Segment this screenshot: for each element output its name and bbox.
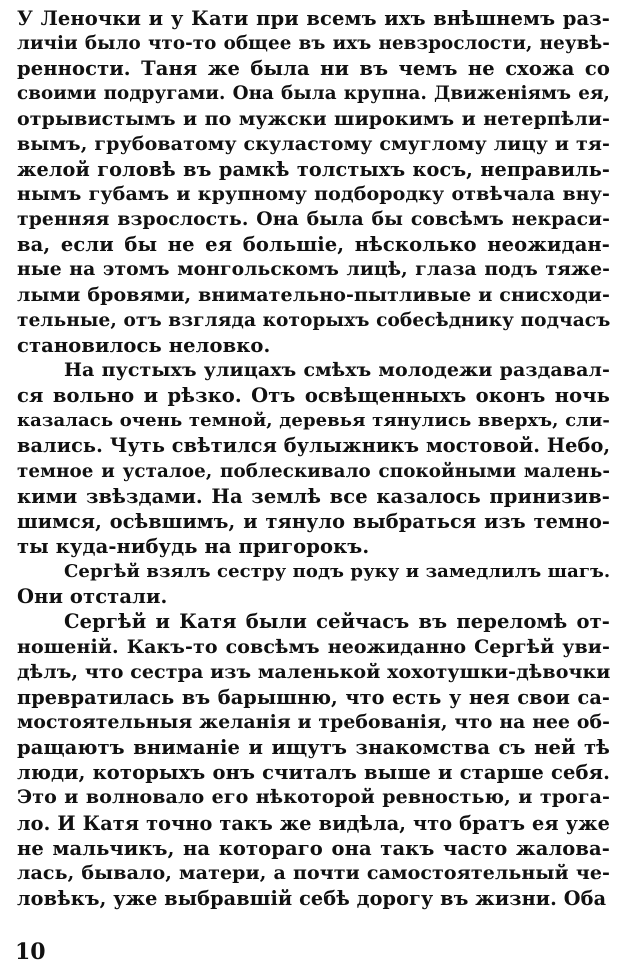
text-line: ты куда-нибудь на пригорокъ.: [17, 534, 370, 558]
text-line: У Леночки и у Кати при всемъ ихъ внѣшнемъ раз-: [17, 7, 610, 30]
text-line: Сергѣй и Катя были сейчасъ въ переломѣ от-: [64, 610, 610, 634]
text-line: На пустыхъ улицахъ смѣхъ молодежи раздавал-: [64, 358, 610, 381]
paragraph: [17, 559, 610, 609]
text-line: казалась очень темной, деревья тянулись вверхъ, сли-: [17, 410, 610, 432]
text-line: мостоятельныя желанія и требованія, что на нее об-: [17, 710, 610, 733]
text-line: Сергѣй взялъ сестру подъ руку и замедлилъ шагъ.: [64, 561, 611, 583]
text-line: лыми бровями, внимательно-пытливые и снисходи-: [17, 283, 610, 306]
text-line: тренняя взрослость. Она была бы совсѣмъ некраси-: [17, 208, 610, 231]
text-line: ло. И Катя точно такъ же видѣла, что братъ ея уже: [17, 811, 610, 835]
text-line: Они отстали.: [17, 585, 168, 609]
text-line: ловѣкъ, уже выбравшій себѣ дорогу въ жизни. Оба: [17, 886, 607, 910]
text-line: личіи было что-то общее въ ихъ невзрослости, неувѣ-: [17, 33, 610, 55]
text-line: тельные, отъ взгляда которыхъ собесѣднику подчасъ: [17, 309, 611, 331]
paragraph: [17, 6, 610, 358]
paragraph: [17, 609, 610, 911]
text-line: лась, бывало, матери, а почти самостоятельный че-: [17, 861, 610, 884]
text-line: желой головѣ въ рамкѣ толстыхъ косъ, неправиль-: [17, 157, 610, 181]
text-line: своими подругами. Она была крупна. Движеніямъ ея,: [17, 83, 610, 105]
text-line: кими звѣздами. На землѣ все казалось принизив-: [17, 484, 610, 508]
text-line: дѣлъ, что сестра изъ маленькой хохотушки-дѣвочки: [17, 660, 611, 683]
page-number: 10: [15, 939, 46, 965]
text-line: ся вольно и рѣзко. Отъ освѣщенныхъ оконъ ночь: [17, 384, 610, 408]
text-line: ва, если бы не ея большіе, нѣсколько неожидан-: [17, 233, 610, 257]
text-line: нымъ губамъ и крупному подбородку отвѣчала вну-: [17, 182, 610, 205]
text-line: вымъ, грубоватому скуластому смуглому лицу и тя-: [17, 132, 610, 155]
text-line: ращаютъ вниманіе и ищутъ знакомства съ ней тѣ: [17, 736, 610, 760]
text-line: вались. Чуть свѣтился булыжникъ мостовой. Небо,: [17, 434, 611, 458]
text-line: ренности. Таня же была ни въ чемъ не схожа со: [17, 57, 610, 81]
text-line: шимся, осѣвшимъ, и тянуло выбраться изъ темно-: [17, 509, 610, 533]
text-line: становилось неловко.: [17, 333, 271, 357]
text-line: не мальчикъ, на котораго она такъ часто жалова-: [17, 836, 610, 860]
text-line: ные на этомъ монгольскомъ лицѣ, глаза подъ тяже-: [17, 258, 610, 281]
body-text: [17, 6, 610, 911]
text-line: отрывистымъ и по мужски широкимъ и нетерпѣли-: [17, 107, 610, 130]
text-line: темное и усталое, поблескивало спокойными малень-: [17, 460, 610, 482]
text-line: ношеній. Какъ-то совсѣмъ неожиданно Сергѣй уви-: [17, 635, 610, 658]
paragraph: [17, 358, 610, 559]
text-line: люди, которыхъ онъ считалъ выше и старше себя.: [17, 761, 610, 785]
text-line: превратилась въ барышню, что есть у нея свои са-: [17, 685, 610, 709]
text-line: Это и волновало его нѣкоторой ревностью, и трога-: [17, 786, 610, 809]
